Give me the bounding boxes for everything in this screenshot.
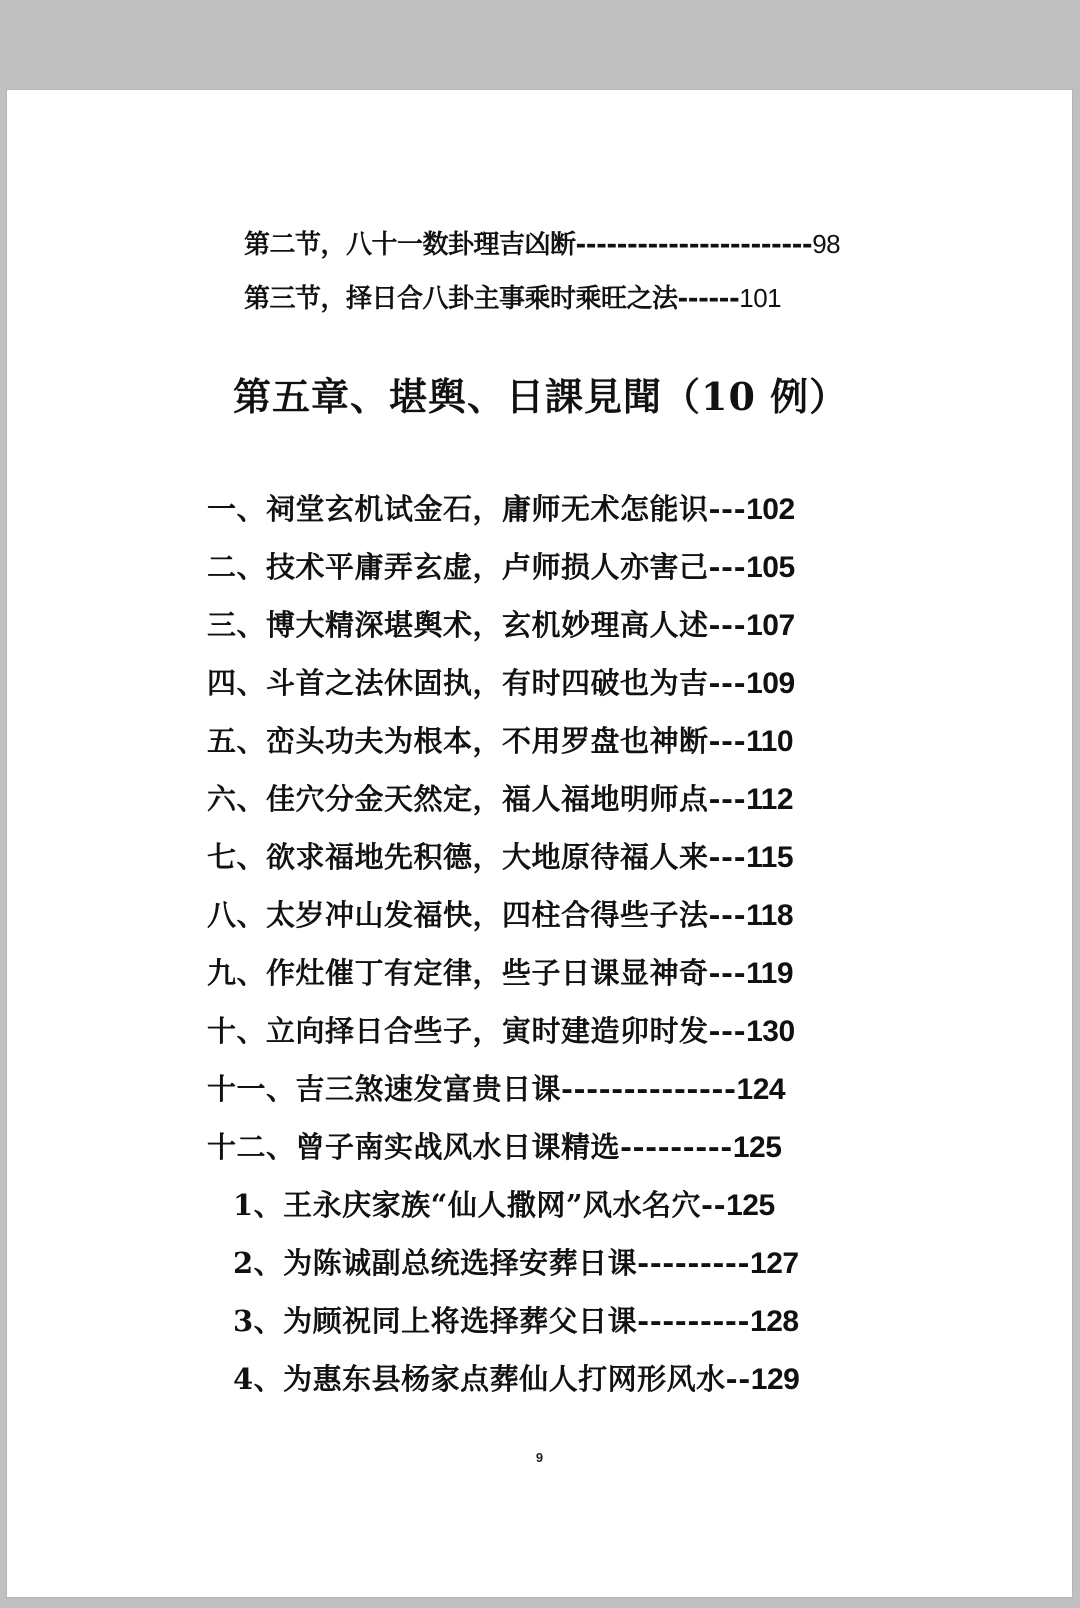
- toc-entry: [207, 951, 793, 992]
- toc-entry: [207, 893, 793, 934]
- toc-entry: [207, 661, 795, 702]
- entry-title: 4、为惠东县杨家点葬仙人打网形风水--: [233, 1362, 751, 1396]
- toc-entry: [207, 545, 795, 586]
- entry-title: 四、斗首之法休固执，有时四破也为吉---: [207, 666, 747, 700]
- section-entry: [244, 278, 781, 315]
- entry-title: 六、佳穴分金天然定，福人福地明师点---: [207, 782, 747, 816]
- entry-page-number: 129: [750, 1363, 800, 1396]
- toc-entry: [207, 777, 793, 818]
- chapter-title: 第五章、堪舆、日課見聞（10 例）: [233, 374, 849, 419]
- entry-page-number: 130: [746, 1015, 795, 1048]
- entry-title: 第三节，择日合八卦主事乘时乘旺之法------: [244, 284, 740, 314]
- toc-entry: [207, 603, 795, 644]
- entry-page-number: 98: [812, 229, 841, 259]
- entry-title: 十、立向择日合些子，寅时建造卯时发---: [207, 1014, 747, 1048]
- entry-page-number: 109: [746, 667, 795, 700]
- toc-entry: [207, 487, 795, 528]
- entry-title: 2、为陈诚副总统选择安葬日课---------: [233, 1246, 751, 1280]
- toc-subentry: [233, 1299, 799, 1340]
- entry-page-number: 128: [750, 1305, 799, 1338]
- toc-subentry: [233, 1183, 775, 1224]
- entry-page-number: 125: [726, 1189, 775, 1222]
- toc-entry: [207, 1067, 785, 1108]
- entry-title: 七、欲求福地先积德，大地原待福人来---: [207, 840, 747, 874]
- entry-page-number: 115: [746, 841, 794, 874]
- entry-title: 1、王永庆家族“仙人撒网”风水名穴--: [233, 1188, 727, 1222]
- entry-title: 九、作灶催丁有定律，些子日课显神奇---: [207, 956, 747, 990]
- page-number: 9: [535, 1450, 544, 1465]
- entry-page-number: 107: [746, 609, 795, 642]
- entry-title: 3、为顾祝同上将选择葬父日课---------: [233, 1304, 751, 1338]
- entry-page-number: 102: [746, 493, 795, 526]
- entry-title: 二、技术平庸弄玄虚，卢师损人亦害己---: [207, 550, 747, 584]
- toc-entry: [207, 719, 793, 760]
- toc-entry: [207, 835, 793, 876]
- toc-subentry: [233, 1357, 799, 1398]
- entry-page-number: 101: [739, 283, 782, 313]
- entry-page-number: 119: [746, 957, 794, 990]
- entry-page-number: 124: [736, 1073, 786, 1106]
- entry-page-number: 105: [746, 551, 795, 584]
- entry-title: 五、峦头功夫为根本，不用罗盘也神断---: [207, 724, 747, 758]
- document-page: [6, 89, 1073, 1598]
- entry-page-number: 112: [746, 783, 794, 816]
- entry-title: 第二节，八十一数卦理吉凶断-----------------------: [244, 230, 813, 260]
- section-entry: [244, 224, 840, 261]
- entry-title: 十一、吉三煞速发富贵日课--------------: [207, 1072, 737, 1106]
- entry-title: 十二、曾子南实战风水日课精选---------: [207, 1130, 733, 1164]
- toc-entry: [207, 1009, 795, 1050]
- toc-subentry: [233, 1241, 799, 1282]
- entry-title: 八、太岁冲山发福快，四柱合得些子法---: [207, 898, 747, 932]
- entry-page-number: 110: [746, 725, 794, 758]
- entry-title: 一、祠堂玄机试金石，庸师无术怎能识---: [207, 492, 747, 526]
- entry-title: 三、博大精深堪舆术，玄机妙理高人述---: [207, 608, 747, 642]
- entry-page-number: 127: [750, 1247, 799, 1280]
- entry-page-number: 125: [732, 1131, 782, 1164]
- entry-page-number: 118: [746, 899, 794, 932]
- toc-entry: [207, 1125, 781, 1166]
